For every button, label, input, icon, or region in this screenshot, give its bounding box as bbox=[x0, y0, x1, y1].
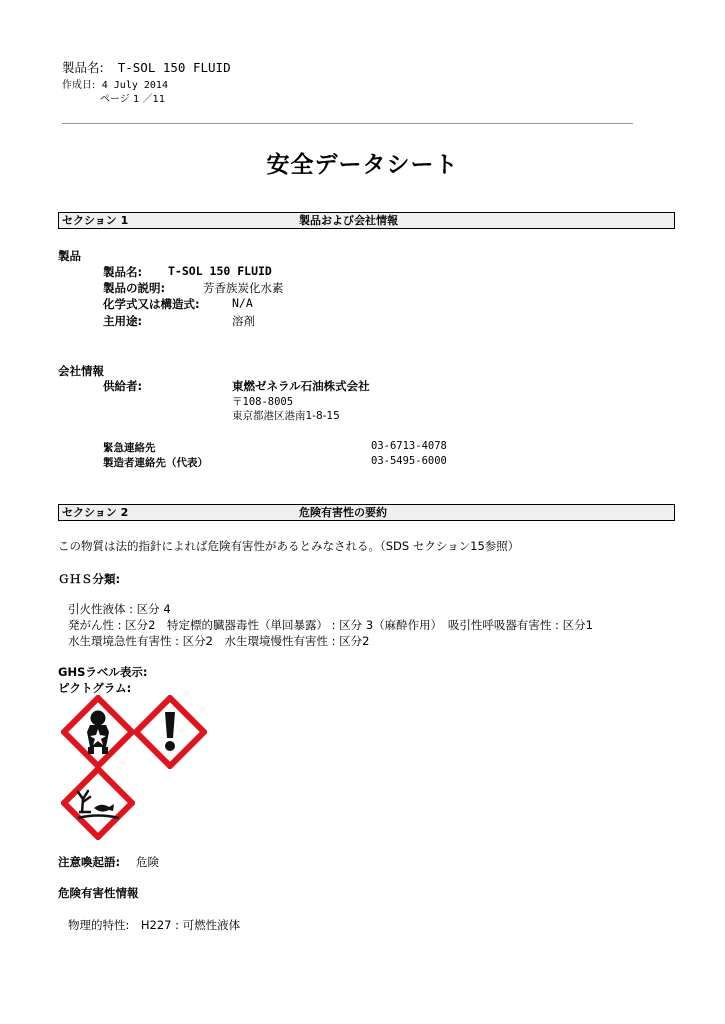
description-label: 製品の説明: bbox=[103, 281, 166, 295]
section-2-intro: この物質は法的指針によれば危険有害性があるとみなされる。（SDS セクション15参照） bbox=[58, 539, 520, 553]
supplier-address: 東京都港区港南1-8-15 bbox=[232, 410, 340, 422]
signal-word-value: 危険 bbox=[136, 855, 159, 869]
description-value: 芳香族炭化水素 bbox=[203, 281, 284, 295]
ghs-classification-label: ＧＨＳ分類: bbox=[58, 572, 121, 586]
manufacturer-phone: 03-5495-6000 bbox=[371, 455, 447, 467]
ghs-line-2: 発がん性 : 区分2 特定標的臓器毒性（単回暴露） : 区分 3（麻酔作用） 吸引性呼吸器有害性 : 区分1 bbox=[68, 618, 593, 632]
product-name-value: T-SOL 150 FLUID bbox=[168, 264, 272, 278]
physical-hazard-line: 物理的特性: H227 : 可燃性液体 bbox=[68, 918, 241, 932]
product-heading: 製品 bbox=[58, 249, 81, 263]
document-title: 安全データシート bbox=[266, 152, 459, 178]
section-2-bar bbox=[58, 504, 675, 521]
ghs-label-heading: GHSラベル表示: bbox=[58, 665, 148, 679]
header-page-number: ページ 1 ／11 bbox=[100, 94, 166, 105]
header-product-label: 製品名: bbox=[62, 60, 104, 75]
emergency-phone: 03-6713-4078 bbox=[371, 440, 447, 452]
header-date-value: 4 July 2014 bbox=[101, 80, 168, 91]
supplier-label: 供給者: bbox=[103, 379, 143, 393]
supplier-postal: 〒108-8005 bbox=[232, 396, 294, 408]
signal-word-label: 注意喚起語: bbox=[58, 855, 121, 869]
health-hazard-icon bbox=[61, 695, 135, 769]
pictogram-label: ピクトグラム: bbox=[58, 681, 132, 695]
header-date bbox=[62, 76, 168, 91]
hazard-info-heading: 危険有害性情報 bbox=[58, 886, 139, 900]
header-divider bbox=[62, 123, 633, 124]
exclamation-icon bbox=[133, 695, 207, 769]
ghs-line-1: 引火性液体 : 区分 4 bbox=[68, 602, 171, 616]
use-value: 溶剤 bbox=[232, 314, 255, 328]
header-product-value: T-SOL 150 FLUID bbox=[117, 60, 231, 75]
section-2-number: セクション 2 bbox=[62, 506, 129, 519]
header-date-label: 作成日: bbox=[62, 80, 96, 91]
section-2-title: 危険有害性の要約 bbox=[299, 506, 387, 519]
section-1-number: セクション 1 bbox=[62, 214, 129, 227]
formula-value: N/A bbox=[232, 296, 253, 310]
formula-label: 化学式又は構造式: bbox=[103, 297, 200, 311]
company-heading: 会社情報 bbox=[58, 364, 104, 378]
supplier-name: 東燃ゼネラル石油株式会社 bbox=[232, 379, 370, 393]
manufacturer-label: 製造者連絡先（代表） bbox=[103, 457, 208, 469]
product-name-label: 製品名: bbox=[103, 265, 143, 279]
emergency-label: 緊急連絡先 bbox=[103, 442, 156, 454]
section-1-title: 製品および会社情報 bbox=[299, 214, 398, 227]
environment-icon bbox=[61, 766, 135, 840]
ghs-line-3: 水生環境急性有害性 : 区分2 水生環境慢性有害性 : 区分2 bbox=[68, 634, 370, 648]
section-1-bar bbox=[58, 212, 675, 229]
header-product bbox=[62, 58, 231, 76]
use-label: 主用途: bbox=[103, 314, 143, 328]
